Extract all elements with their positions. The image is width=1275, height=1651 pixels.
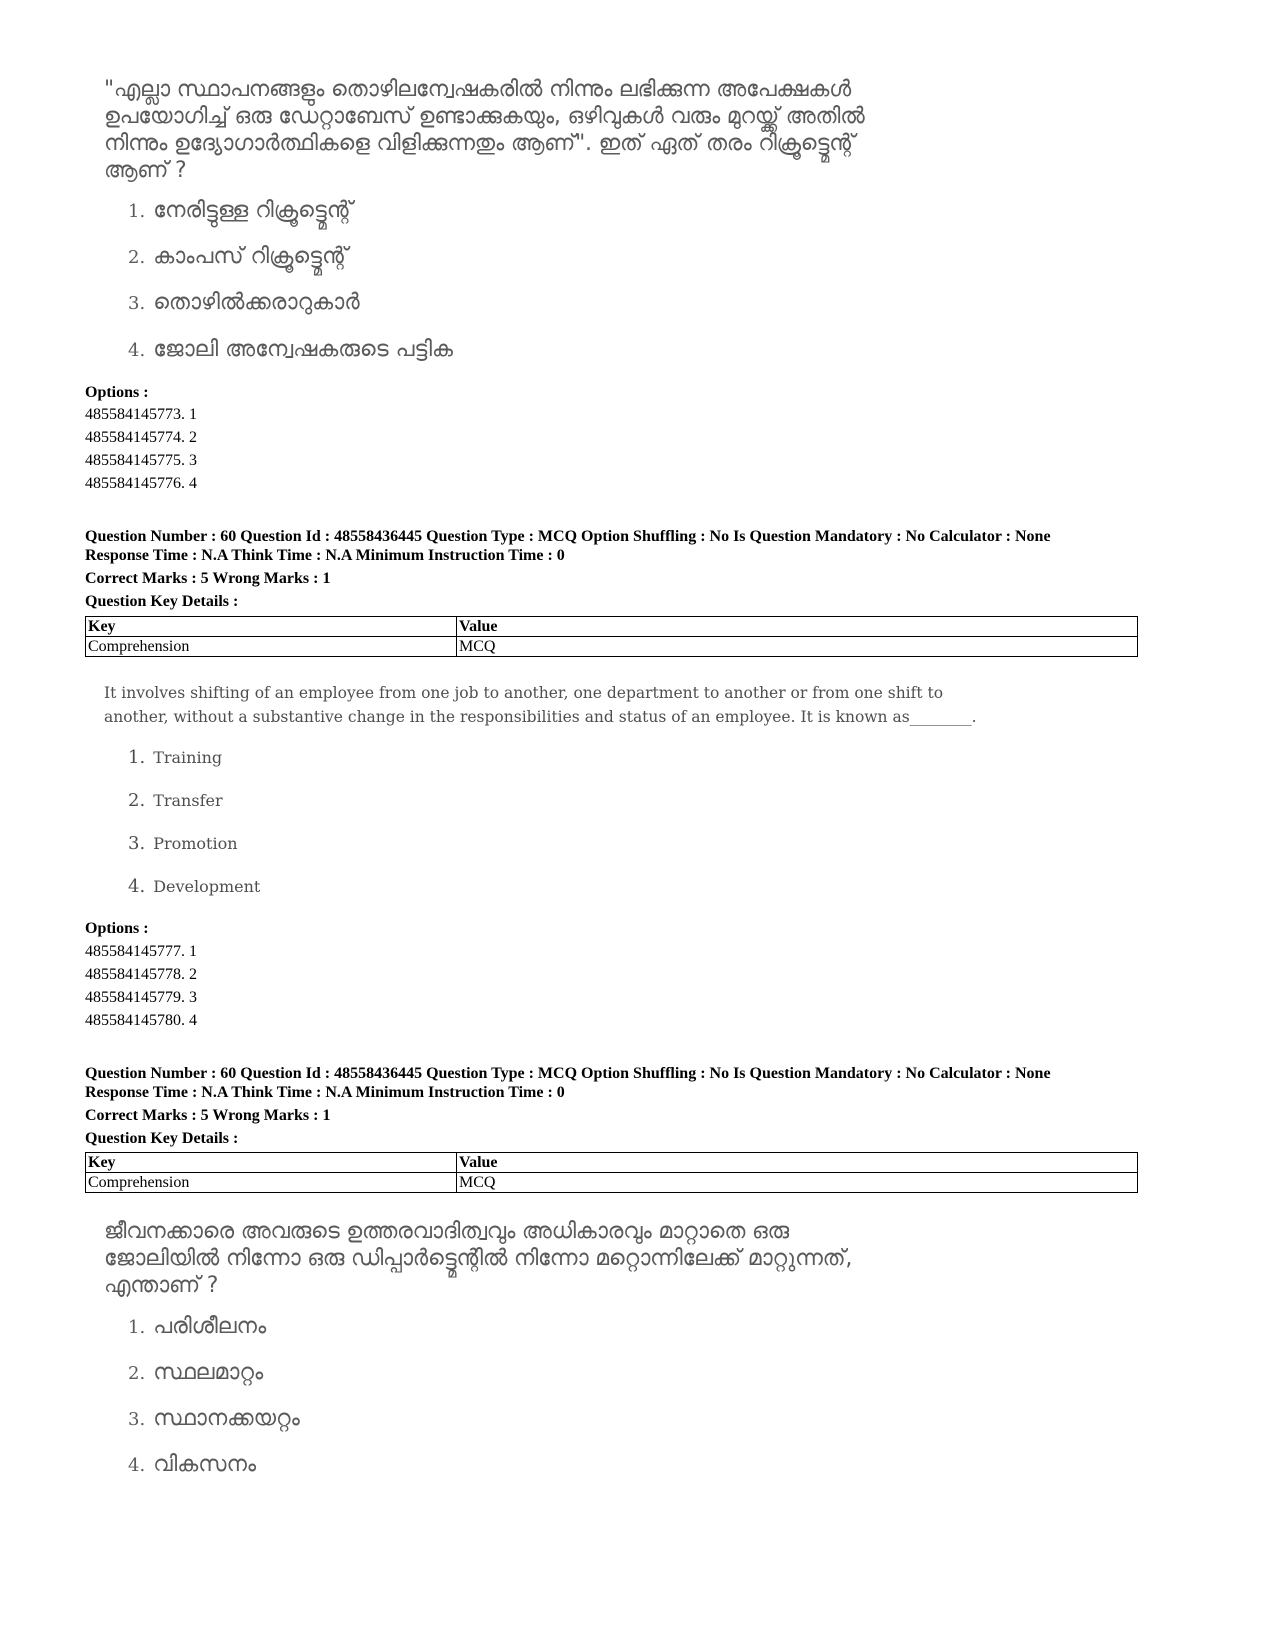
choice-text: Transfer — [153, 791, 223, 810]
table-header-row — [86, 1153, 1138, 1173]
table-header-cell: Key — [86, 617, 457, 637]
choice-item — [128, 198, 353, 223]
choice-number: 3. — [128, 293, 146, 314]
options-heading: Options : — [85, 920, 149, 937]
table-header-cell: Value — [457, 1153, 1138, 1173]
choice-item — [128, 876, 260, 897]
stem-line: ജോലിയിൽ നിന്നോ ഒരു ഡിപ്പാർട്ട്മെന്റിൽ നിന്നോ മറ്റൊന്നിലേക്ക് മാറ്റുന്നത്, — [104, 1246, 853, 1271]
table-row — [86, 637, 1138, 657]
choice-text: പരിശീലനം — [153, 1314, 267, 1339]
stem-line: എന്താണ് ? — [104, 1273, 219, 1298]
choice-text: സ്ഥാനക്കയറ്റം — [153, 1406, 300, 1431]
choice-item — [128, 1314, 266, 1339]
stem-line: ഉപയോഗിച്ച് ഒരു ഡേറ്റാബേസ് ഉണ്ടാക്കുകയും, ഒഴിവുകൾ വരും മുറയ്ക്ക് അതിൽ — [104, 104, 865, 129]
choice-number: 4. — [128, 1455, 146, 1476]
option-id: 485584145774. 2 — [85, 429, 197, 446]
stem-line: "എല്ലാ സ്ഥാപനങ്ങളും തൊഴിലന്വേഷകരിൽ നിന്നും ലഭിക്കുന്ന അപേക്ഷകൾ — [104, 77, 851, 102]
table-cell: Comprehension — [86, 637, 457, 657]
choice-text: നേരിട്ടുള്ള റിക്രൂട്ട്മെന്റ് — [153, 198, 353, 223]
option-id: 485584145779. 3 — [85, 989, 197, 1006]
option-id: 485584145773. 1 — [85, 406, 197, 423]
question-stem-image — [104, 1218, 852, 1299]
stem-line: നിന്നും ഉദ്യോഗാർത്ഥികളെ വിളിക്കുന്നതും ആണ്". ഇത് ഏത് തരം റിക്രൂട്ട്മെന്റ് — [104, 131, 855, 156]
choice-item — [128, 790, 223, 811]
stem-line: It involves shifting of an employee from one job to another, one department to another or from one shift to — [104, 684, 944, 702]
table-header-row — [86, 617, 1138, 637]
stem-line: another, without a substantive change in the responsibilities and status of an employee. It is known as________. — [104, 708, 977, 726]
choice-item — [128, 290, 360, 315]
choice-text: Training — [153, 748, 223, 767]
key-details-table — [85, 616, 1138, 657]
option-id: 485584145778. 2 — [85, 966, 197, 983]
choice-text: ജോലി അന്വേഷകരുടെ പട്ടിക — [153, 337, 454, 362]
marks-line: Correct Marks : 5 Wrong Marks : 1 — [85, 570, 331, 587]
choice-text: തൊഴിൽക്കരാറുകാർ — [153, 290, 360, 315]
choice-item — [128, 1406, 300, 1431]
choice-item — [128, 1360, 263, 1385]
choice-item — [128, 337, 453, 362]
table-cell: MCQ — [457, 637, 1138, 657]
table-cell: MCQ — [457, 1173, 1138, 1193]
question-meta-line: Question Number : 60 Question Id : 48558436445 Question Type : MCQ Option Shuffling : No Is Question Mandatory : No Calculator : None — [85, 528, 1051, 545]
question-meta-line: Response Time : N.A Think Time : N.A Minimum Instruction Time : 0 — [85, 1084, 565, 1101]
choice-number: 4. — [128, 340, 146, 361]
question-meta — [85, 1064, 1051, 1102]
question-meta — [85, 527, 1051, 565]
table-row — [86, 1173, 1138, 1193]
key-details-label: Question Key Details : — [85, 1130, 239, 1147]
choice-number: 2. — [128, 247, 146, 268]
choice-text: Promotion — [153, 834, 238, 853]
choice-item — [128, 747, 222, 768]
choice-text: Development — [153, 877, 261, 896]
option-id: 485584145775. 3 — [85, 452, 197, 469]
choice-number: 1. — [128, 747, 146, 768]
question-meta-line: Response Time : N.A Think Time : N.A Minimum Instruction Time : 0 — [85, 547, 565, 564]
choice-number: 4. — [128, 876, 146, 897]
option-id: 485584145777. 1 — [85, 943, 197, 960]
stem-line: ആണ് ? — [104, 158, 187, 183]
choice-text: സ്ഥലമാറ്റം — [153, 1360, 264, 1385]
choice-item — [128, 1452, 256, 1477]
table-header-cell: Key — [86, 1153, 457, 1173]
choice-text: കാംപസ് റിക്രൂട്ട്മെന്റ് — [153, 244, 348, 269]
question-stem-image — [104, 76, 865, 184]
choice-item — [128, 833, 238, 854]
choice-number: 1. — [128, 1317, 146, 1338]
option-id: 485584145780. 4 — [85, 1012, 197, 1029]
key-details-label: Question Key Details : — [85, 593, 239, 610]
question-meta-line: Question Number : 60 Question Id : 48558436445 Question Type : MCQ Option Shuffling : No Is Question Mandatory : No Calculator : None — [85, 1065, 1051, 1082]
question-stem-image — [104, 681, 977, 729]
key-details-table — [85, 1152, 1138, 1193]
choice-item — [128, 244, 348, 269]
choice-text: വികസനം — [153, 1452, 257, 1477]
stem-line: ജീവനക്കാരെ അവരുടെ ഉത്തരവാദിത്വവും അധികാരവും മാറ്റാതെ ഒരു — [104, 1219, 789, 1244]
choice-number: 2. — [128, 1363, 146, 1384]
marks-line: Correct Marks : 5 Wrong Marks : 1 — [85, 1107, 331, 1124]
table-cell: Comprehension — [86, 1173, 457, 1193]
choice-number: 3. — [128, 1409, 146, 1430]
options-heading: Options : — [85, 384, 149, 401]
choice-number: 1. — [128, 201, 146, 222]
table-header-cell: Value — [457, 617, 1138, 637]
choice-number: 3. — [128, 833, 146, 854]
option-id: 485584145776. 4 — [85, 475, 197, 492]
choice-number: 2. — [128, 790, 146, 811]
